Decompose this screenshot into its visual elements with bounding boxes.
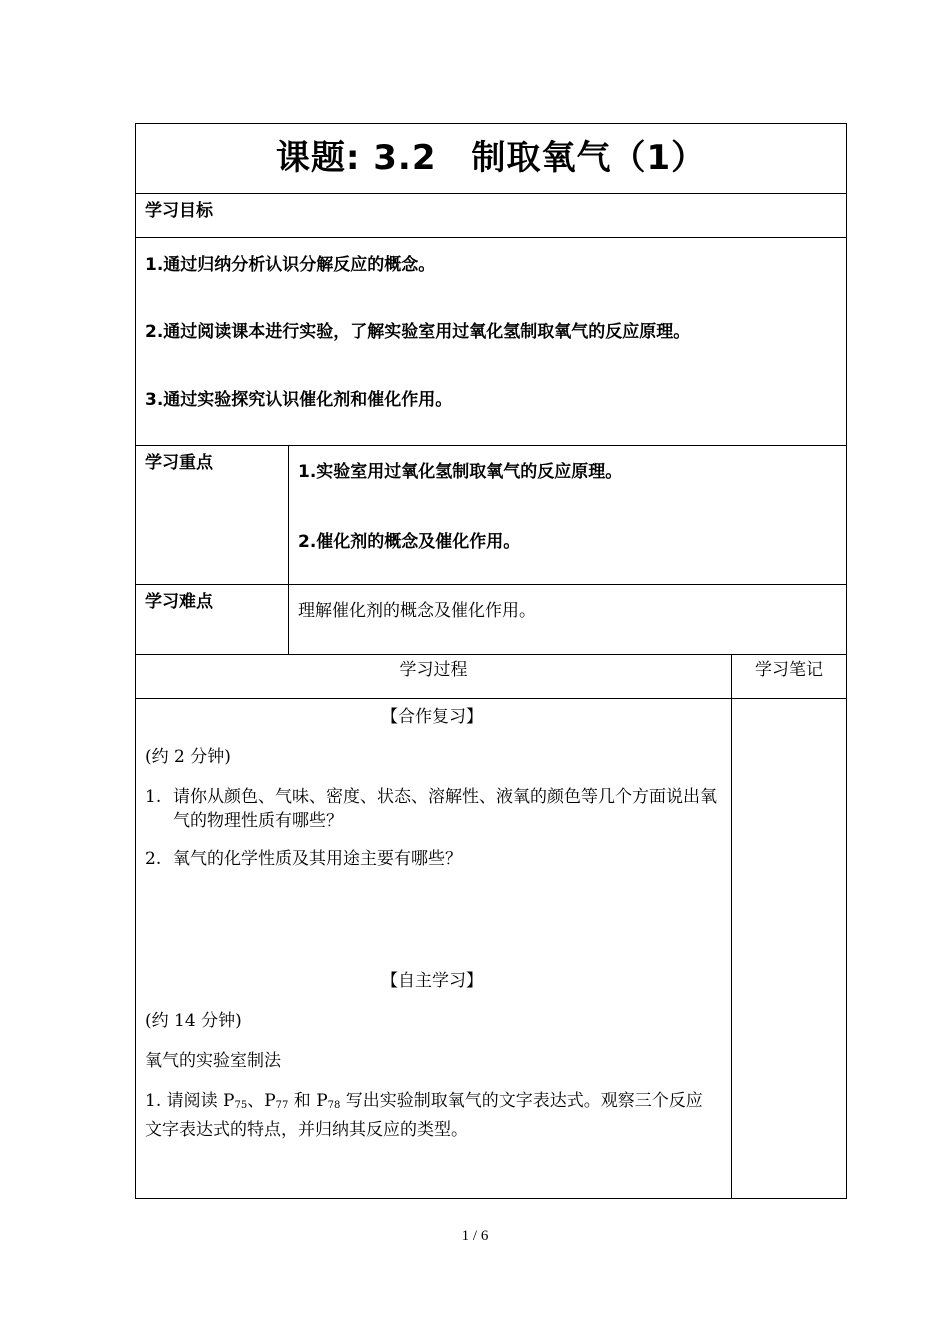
page-number: 1 / 6 xyxy=(461,1228,489,1244)
notes-header-cell xyxy=(732,655,847,699)
question-text: 和 P xyxy=(288,1091,328,1111)
question-text: 、P xyxy=(247,1091,276,1111)
key-points-label-cell xyxy=(136,446,289,585)
process-header-cell xyxy=(136,655,732,699)
lesson-plan-table xyxy=(135,123,847,1199)
title-cell xyxy=(136,124,847,194)
self-study-topic: 氧气的实验室制法 xyxy=(145,1051,281,1071)
process-header: 学习过程 xyxy=(399,660,468,680)
objective-item: 1.通过归纳分析认识分解反应的概念。 xyxy=(145,255,436,275)
page-subscript: 75 xyxy=(234,1100,248,1111)
key-point-item: 2.催化剂的概念及催化作用。 xyxy=(298,532,521,552)
process-content xyxy=(136,705,731,1142)
question-text: 写出实验制取氧气的文字表达式。观察三个反应文字表达式的特点，并归纳其反应的类型。 xyxy=(145,1091,703,1140)
key-point-item: 1.实验室用过氧化氢制取氧气的反应原理。 xyxy=(298,462,623,482)
page-subscript: 78 xyxy=(327,1100,341,1111)
process-cell xyxy=(136,699,732,1199)
list-item xyxy=(145,785,719,833)
list-item xyxy=(145,847,719,871)
self-study-time: (约 14 分钟) xyxy=(145,1011,242,1031)
objectives-cell xyxy=(136,238,847,446)
difficulties-label: 学习难点 xyxy=(145,592,213,612)
review-question-2: 氧气的化学性质及其用途主要有哪些？ xyxy=(173,849,462,869)
review-time: (约 2 分钟) xyxy=(145,747,231,767)
difficulties-label-cell xyxy=(136,585,289,655)
difficulty-text: 理解催化剂的概念及催化作用。 xyxy=(298,601,536,621)
self-study-heading: 【自主学习】 xyxy=(381,971,483,991)
review-question-1: 请你从颜色、气味、密度、状态、溶解性、液氧的颜色等几个方面说出氧气的物理性质有哪些？ xyxy=(173,787,717,831)
objectives-label: 学习目标 xyxy=(145,201,213,221)
notes-cell xyxy=(732,699,847,1199)
objective-item: 2.通过阅读课本进行实验，了解实验室用过氧化氢制取氧气的反应原理。 xyxy=(145,322,691,342)
objective-item: 3.通过实验探究认识催化剂和催化作用。 xyxy=(145,390,453,410)
list-number: 1. xyxy=(145,787,162,807)
key-points-label: 学习重点 xyxy=(145,453,213,473)
key-points-cell xyxy=(289,446,847,585)
self-study-question-1 xyxy=(145,1089,719,1142)
list-number: 2. xyxy=(145,849,162,869)
notes-header: 学习笔记 xyxy=(755,660,824,680)
objectives-label-cell xyxy=(136,194,847,238)
page-subscript: 77 xyxy=(275,1100,289,1111)
question-text: 1. 请阅读 P xyxy=(145,1091,235,1111)
difficulties-cell xyxy=(289,585,847,655)
page-title: 课题: 3.2 制取氧气（1） xyxy=(275,138,707,178)
review-heading: 【合作复习】 xyxy=(381,707,483,727)
